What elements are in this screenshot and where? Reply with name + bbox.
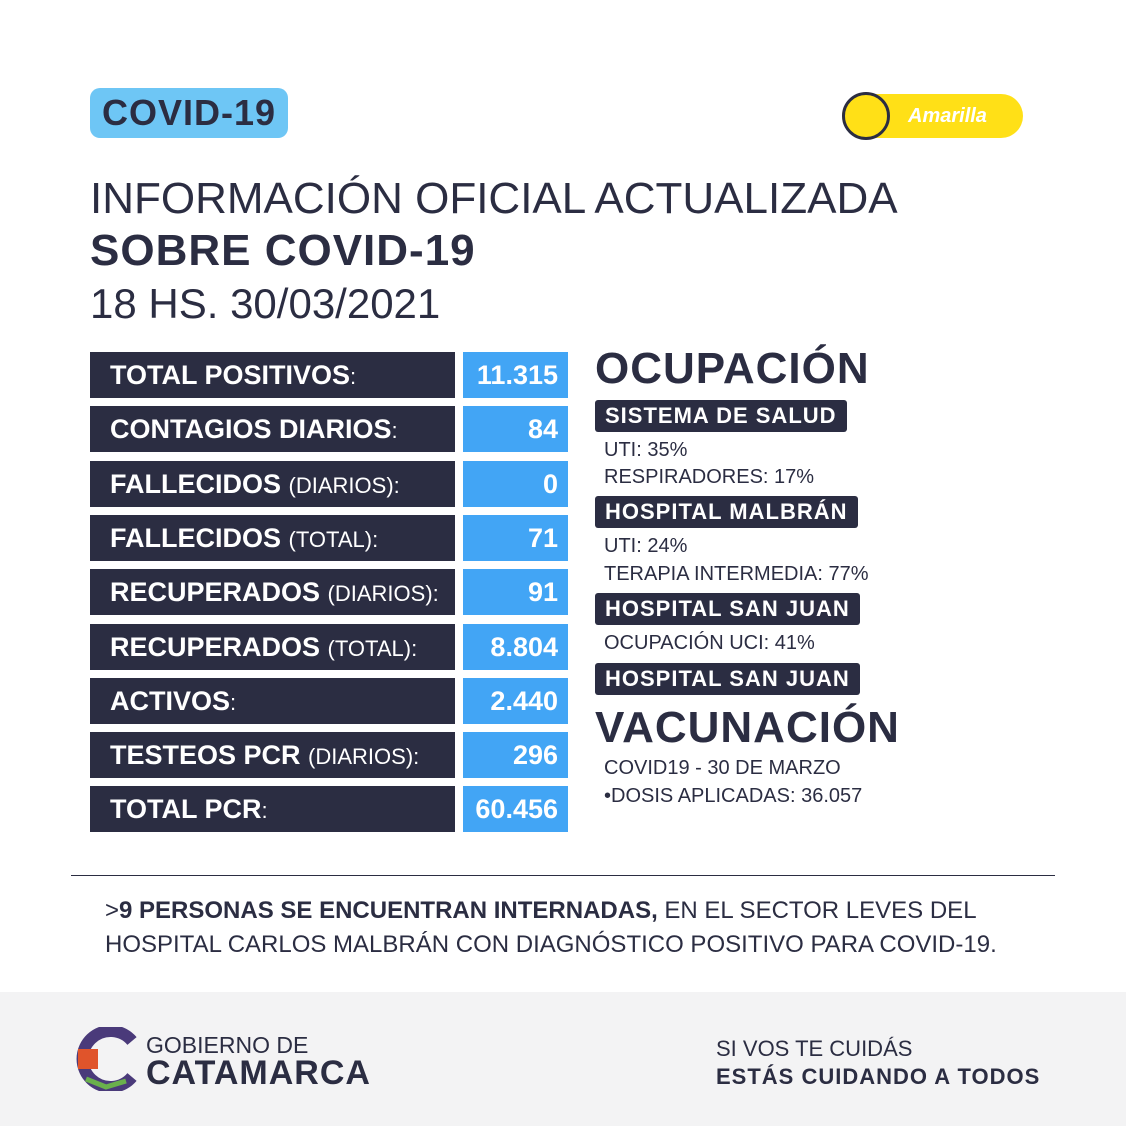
stat-value: 84 (463, 406, 568, 452)
stat-line: RESPIRADORES: 17% (604, 466, 815, 488)
stat-label-sub: (DIARIOS) (288, 472, 394, 498)
stat-label: RECUPERADOS (TOTAL): (90, 624, 455, 670)
stat-line: OCUPACIÓN UCI: 41% (604, 632, 815, 654)
stat-label: FALLECIDOS (DIARIOS): (90, 461, 455, 507)
covid-tag: COVID-19 (90, 88, 288, 138)
section-hospital-san-juan: HOSPITAL SAN JUAN (595, 593, 860, 625)
alert-level-label: Amarilla (908, 105, 987, 127)
internados-note (105, 894, 1045, 962)
note-bold: 9 PERSONAS SE ENCUENTRAN INTERNADAS, (119, 897, 658, 924)
stat-row (90, 406, 568, 452)
vacuna-line: •DOSIS APLICADAS: 36.057 (604, 785, 863, 807)
ocupacion-title: OCUPACIÓN (595, 344, 870, 393)
stat-label-sub: (TOTAL) (327, 635, 412, 661)
stat-label: RECUPERADOS (DIARIOS): (90, 569, 455, 615)
stat-label-main: CONTAGIOS DIARIOS (110, 414, 392, 445)
footer (0, 992, 1126, 1126)
stat-line: UTI: 35% (604, 439, 688, 461)
slogan-line1: SI VOS TE CUIDÁS (716, 1036, 913, 1061)
note-prefix: > (105, 897, 120, 924)
stat-value: 296 (463, 732, 568, 778)
catamarca-logo-icon (76, 1027, 140, 1091)
title-line2: SOBRE COVID-19 (90, 226, 476, 275)
stat-label-main: RECUPERADOS (110, 577, 321, 608)
slogan-line2: ESTÁS CUIDANDO A TODOS (716, 1064, 1041, 1089)
stat-row (90, 352, 568, 398)
stat-row (90, 786, 568, 832)
divider (71, 875, 1055, 876)
title-line1: INFORMACIÓN OFICIAL ACTUALIZADA (90, 174, 898, 223)
stat-label-sub: (DIARIOS) (308, 744, 414, 770)
stat-label-main: FALLECIDOS (110, 522, 282, 553)
stat-label-main: FALLECIDOS (110, 468, 282, 499)
stat-row (90, 624, 568, 670)
stat-label: TOTAL POSITIVOS: (90, 352, 455, 398)
stat-line: UTI: 24% (604, 535, 688, 557)
logo-top-text: GOBIERNO DE (146, 1032, 309, 1058)
stat-label-sub: (DIARIOS) (327, 581, 433, 607)
report-datetime: 18 HS. 30/03/2021 (90, 280, 441, 327)
stat-value: 0 (463, 461, 568, 507)
stat-label: ACTIVOS: (90, 678, 455, 724)
stat-label: TESTEOS PCR (DIARIOS): (90, 732, 455, 778)
stat-value: 8.804 (463, 624, 568, 670)
stat-label-main: TESTEOS PCR (110, 740, 301, 771)
stat-row (90, 515, 568, 561)
note-rest: EN EL SECTOR LEVES DEL HOSPITAL CARLOS MALBRÁN CON DIAGNÓSTICO POSITIVO PARA COVID-19. (105, 897, 997, 958)
section-hospital-malbran: HOSPITAL MALBRÁN (595, 496, 858, 528)
stat-label-sub: (TOTAL) (288, 526, 373, 552)
stat-label: CONTAGIOS DIARIOS: (90, 406, 455, 452)
stat-row (90, 678, 568, 724)
section-sistema-salud: SISTEMA DE SALUD (595, 400, 847, 432)
stat-value: 91 (463, 569, 568, 615)
stat-value: 71 (463, 515, 568, 561)
stat-value: 2.440 (463, 678, 568, 724)
stat-label-main: ACTIVOS (110, 685, 231, 716)
stat-line: TERAPIA INTERMEDIA: 77% (604, 563, 869, 585)
section-hospital-san-juan-2: HOSPITAL SAN JUAN (595, 663, 860, 695)
vacunacion-title: VACUNACIÓN (595, 703, 900, 752)
vacuna-line: COVID19 - 30 DE MARZO (604, 757, 841, 779)
alert-dot-icon (842, 92, 890, 140)
stat-label: FALLECIDOS (TOTAL): (90, 515, 455, 561)
alert-level-badge (842, 94, 1023, 138)
stat-label-main: RECUPERADOS (110, 631, 321, 662)
stat-label: TOTAL PCR: (90, 786, 455, 832)
stat-value: 11.315 (463, 352, 568, 398)
stat-row (90, 732, 568, 778)
stat-row (90, 461, 568, 507)
stat-value: 60.456 (463, 786, 568, 832)
stat-label-main: TOTAL POSITIVOS (110, 360, 351, 390)
logo-bottom-text: CATAMARCA (146, 1054, 371, 1092)
stat-row (90, 569, 568, 615)
stat-label-main: TOTAL PCR (110, 794, 262, 825)
